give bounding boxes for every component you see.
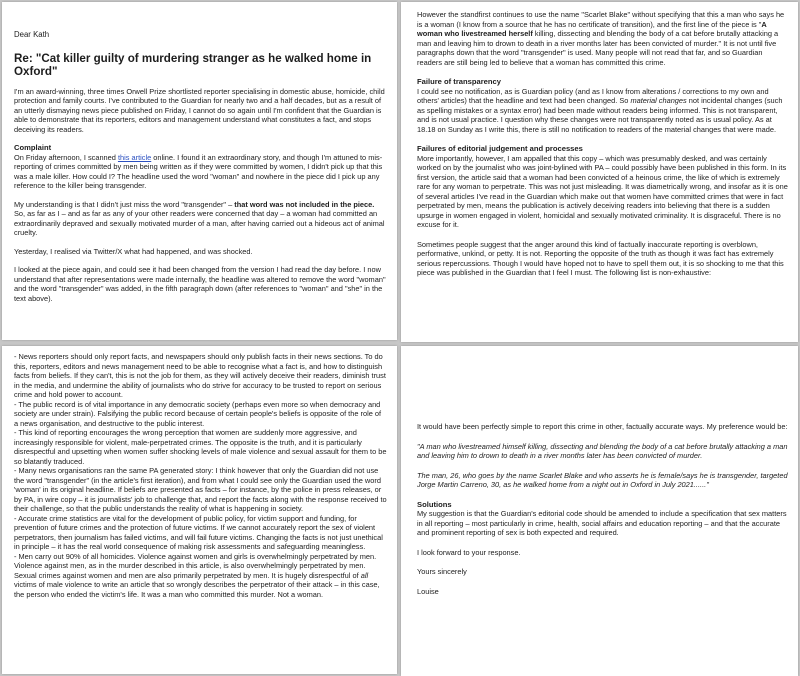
sometimes-paragraph: Sometimes people suggest that the anger around this kind of factually inaccurate reporting is overblown, performative, unkind, or petty. It is not. Reporting the opposite of the truth as though it was fact has extremely serious repercussions. Though I would have hoped not to have to spell them out, it is so shocking to me that this piece was published in the Guardian that I feel I must. The following list is non-exhaustive: <box>417 239 784 277</box>
transparency-paragraph: I could see no notification, as is Guardian policy (and as I know from alterations / corrections to my own and others' articles) that the headline and text had been changed. So material changes not incidental changes (such as spelling mistakes or a syntax error) had been made without readers being informed. This is not transparent, and is not usual practice. I question why these changes were not transparently noted as is usual policy. As at 18.18 on Sunday as I write this, there is still no notification to readers of the material changes that were made. <box>417 86 783 134</box>
complaint-paragraph: On Friday afternoon, I scanned this article online. I found it an extraordinary story, and though I'm attuned to mis-reporting of crimes committed by men being written as if they were committed by women, I didn't pick up that this was a male killer. How could I? The headline used the word "woman" and nowhere in the piece did I pick up any reference to the killer being transgender. <box>14 152 383 190</box>
alternative-intro: It would have been perfectly simple to report this crime in other, factually accurate ways. My preference would be: <box>417 422 788 431</box>
letter-page-1 <box>2 2 397 340</box>
letter-page-3 <box>2 346 397 674</box>
looked-again-paragraph: I looked at the piece again, and could see it had been changed from the version I had read the day before. I now understand that after representations were made internally, the headline was altered to remove the word "woman" and the word "transgender" was added, in the fifth paragraph down (after references to "woman" and "she" in the text above). <box>14 265 386 303</box>
list-item: - The public record is of vital importance in any democratic society (perhaps even more so when democracy and society are under strain). Falsifying the public record because of certain people's beliefs is opposite of the role of a news organisation, and destructive to the public interest. <box>14 399 382 428</box>
list-item: - News reporters should only report facts, and newspapers should only publish facts in their news sections. To do this, reporters, editors and news management need to be able to recognise what a fact is, and how to distinguish facts from beliefs. If they can't, this is not the job for them, as they will actively deceive their readers, diminish trust in the media, and undermine the ability of journalists who do strive for accuracy to be trusted to report on serious crime and hold power to account. <box>14 352 386 399</box>
letter-page-2 <box>401 2 798 342</box>
yesterday-paragraph: Yesterday, I realised via Twitter/X what had happened, and was shocked. <box>14 246 253 256</box>
editorial-heading: Failures of editorial judgement and processes <box>417 144 583 153</box>
consequences-list <box>14 352 387 599</box>
list-item: - Many news organisations ran the same PA generated story: I think however that only the Guardian did not use the word "transgender" (in the article's first iteration), and from what I could see only the Guardian used the word 'woman' in its original headline. If beliefs are presented as facts – for instance, by the police in press releases, or by PA, in wire copy – it is journalists' job to challenge that, and report the facts along with the response received to their challenge, so that the public understands the reality of what is happening in society. <box>14 466 387 513</box>
article-link[interactable]: this article <box>117 152 152 162</box>
salutation: Dear Kath <box>14 30 50 39</box>
intro-paragraph: I'm an award-winning, three times Orwell Prize shortlisted reporter specialising in domestic abuse, homicide, child protection and family courts. I've contributed to the Guardian for nearly two and a half decades, but as a result of an utterly dismaying news piece published on Friday, I cannot do so again until I'm confident that the Guardian is able to demonstrate that its reporters, editors and management understand what constitutes a fact, and stops deceiving its readers. <box>14 86 385 134</box>
list-item: - Accurate crime statistics are vital for the development of public policy, for victim support and funding, for prevention of future crimes and the protection of future victims. If we cannot accurately report the sex of violent perpetrators, then journalism has failed victims, and will fail future victims. Changing the facts is not just unethical in principle – it has the real world consequence of making risk assessments and safeguarding meaningless. <box>14 513 383 551</box>
letter-headline: Re: "Cat killer guilty of murdering stranger as he walked home in Oxford" <box>14 51 372 78</box>
complaint-heading: Complaint <box>14 143 52 152</box>
signature: Louise <box>417 586 439 596</box>
understanding-paragraph: My understanding is that I didn't just miss the word "transgender" – that word was not included in the piece. So, as far as I – and as far as any of your other readers were concerned that day – a woman had committed an extraordinarily depraved and sexually motivated murder of a man, after having carried out a hideous act of animal cruelty. <box>14 199 385 237</box>
letter-page-4 <box>401 346 798 676</box>
closing-line: I look forward to your response. <box>417 547 521 557</box>
list-item: - Men carry out 90% of all homicides. Violence against women and girls is overwhelmingly perpetrated by men. Violence against men, as in the murder described in this article, is also overwhelmingly perpetrated by men. Sexual crimes against women and men are also primarily perpetrated by men. It is hugely disrespectful of all victims of male violence to write an article that so wrongly describes the perpetrator of their attack – in this case, the person who ended the victim's life. It was a man who committed this murder. Not a woman. <box>14 551 380 599</box>
solutions-heading: Solutions <box>417 499 452 509</box>
transparency-heading: Failure of transparency <box>417 77 501 86</box>
suggested-wording-2: The man, 26, who goes by the name Scarlet Blake and who asserts he is female/says he is transgender, targeted Jorge Martin Carreno, 30, as he walked home from a night out in Oxford in July 2021......" <box>417 470 788 489</box>
suggested-wording-1: "A man who livestreamed himself killing, dissecting and blending the body of a cat before brutally attacking a man and leaving him to drown to death in a river months later has been convicted of murder. <box>417 441 788 460</box>
editorial-paragraph: More importantly, however, I am appalled that this copy – which was presumably desked, and was certainly worked on by the journalist who was joint-bylined with PA – could possibly have been published in this form. In its first version, the article said that a woman had been convicted of a heinous crime, the like of which is extremely rare for any woman to perpetrate. This was not just misleading. It was diametrically wrong, and insofar as it is one of several articles I've read in the Guardian which make out that women have committed crimes that were in fact perpetrated by men, means the publication is actively deceiving readers into believing that there is a sudden upsurge in women engaged in violent, homicidal and sexually motivated criminality. It is disgraceful. There is no excuse for it. <box>417 153 788 229</box>
sign-off: Yours sincerely <box>417 567 467 576</box>
solutions-paragraph: My suggestion is that the Guardian's editorial code should be amended to include a specification that sex matters in all reporting – most particularly in crime, health, social affairs and education reporting – and that the accurate and prominent reporting of sex is both expected and required. <box>417 509 787 537</box>
standfirst-paragraph: However the standfirst continues to use the name "Scarlet Blake" without specifying that this a man who says he is a woman (I know from a source that he has no certificate of transition), and the first line of the piece is "A woman who livestreamed herself killing, dissecting and blending the body of a cat before brutally attacking a man and leaving him to drown to death in a river months later has been convicted of murder." It is not until five paragraphs down that the word "transgender" is used. Many people will not read that far, and so Guardian readers are still being led to believe that a woman has committed this crime. <box>417 10 785 67</box>
list-item: - This kind of reporting encourages the wrong perception that women are suddenly more aggressive, and increasingly responsible for violent, male-perpetrated crimes. The opposite is the truth, and it is particularly disrespectful and upsetting when women suffer shocking levels of male violence and sexual assault for them to be so blatantly traduced. <box>14 428 387 466</box>
